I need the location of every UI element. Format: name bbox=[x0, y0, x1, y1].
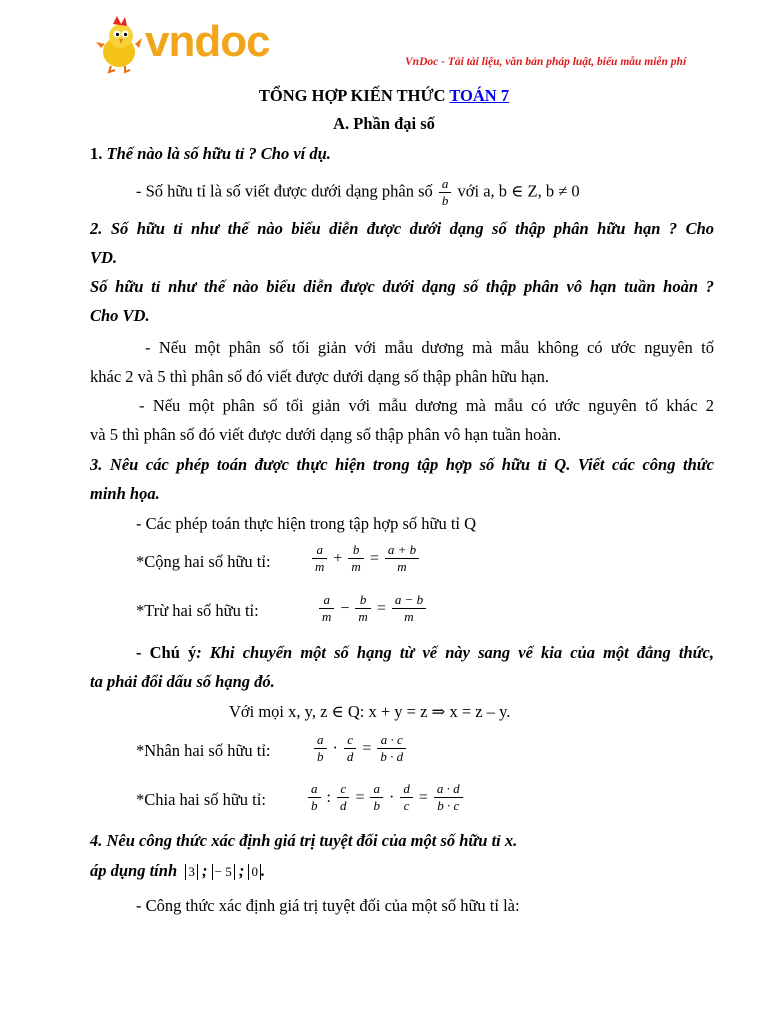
subtraction-formula: $\frac{a}{m}$ − $\frac{b}{m}$ = $\frac{a - b}{m}$ bbox=[317, 593, 428, 624]
question-2-line-1: 2. Số hữu tỉ như thế nào biểu diễn được dưới dạng số thập phân hữu hạn ? Cho bbox=[90, 219, 714, 238]
logo-wordmark: vndoc bbox=[145, 17, 270, 66]
note-line-2: ta phải đổi dấu số hạng đó. bbox=[90, 672, 275, 691]
abs-value-0: 0 bbox=[248, 864, 261, 880]
answer-4-intro: - Công thức xác định giá trị tuyệt đối của một số hữu tỉ là: bbox=[136, 896, 520, 915]
question-3-line-1: 3. Nêu các phép toán được thực hiện trong tập hợp số hữu tỉ Q. Viết các công thức bbox=[90, 455, 714, 474]
subtraction-label: *Trừ hai số hữu tỉ: bbox=[136, 601, 259, 620]
answer-condition: với a, b ∈ Z, b ≠ 0 bbox=[457, 181, 580, 201]
answer-1 bbox=[136, 177, 580, 208]
note-label: Chú ý bbox=[149, 643, 197, 662]
note-line-1: - Chú ý: Khi chuyển một số hạng từ vế này sang vế kia của một đẳng thức, bbox=[136, 643, 714, 662]
addition-label: *Cộng hai số hữu tỉ: bbox=[136, 552, 271, 571]
fraction-a-over-b: $\frac{a}{b}$ bbox=[439, 177, 452, 208]
question-2-line-2: VD. bbox=[90, 248, 118, 267]
site-tagline: VnDoc - Tải tài liệu, văn bản pháp luật, biểu mẫu miễn phí bbox=[405, 56, 687, 68]
answer-2-line-4: và 5 thì phân số đó viết được dưới dạng số thập phân vô hạn tuần hoàn. bbox=[90, 425, 562, 444]
title-link-toan7[interactable]: TOÁN 7 bbox=[449, 86, 510, 105]
answer-3-intro: - Các phép toán thực hiện trong tập hợp số hữu tỉ Q bbox=[136, 514, 477, 533]
question-3-line-2: minh họa. bbox=[90, 484, 160, 503]
vndoc-logo bbox=[95, 14, 310, 74]
question-number: 1. bbox=[90, 144, 107, 163]
question-1 bbox=[90, 144, 331, 164]
question-2-line-3: Số hữu tỉ như thế nào biểu diễn được dưới dạng số thập phân vô hạn tuần hoàn ? bbox=[90, 277, 714, 296]
note-text: : Khi chuyển một số hạng từ vế này sang vế kia của một đẳng thức, bbox=[196, 643, 714, 662]
page-title bbox=[0, 86, 768, 106]
chicken-mascot-icon bbox=[95, 14, 145, 74]
answer-text: - Số hữu tỉ là số viết được dưới dạng phân số bbox=[136, 181, 433, 201]
abs-value-3: 3 bbox=[185, 864, 198, 880]
question-2-line-4: Cho VD. bbox=[90, 306, 150, 325]
section-heading-algebra: A. Phần đại số bbox=[333, 114, 435, 133]
abs-value-minus-5: − 5 bbox=[212, 864, 235, 880]
question-4-line-2: áp dụng tính 3 ; − 5 ; 0 . bbox=[90, 861, 266, 880]
multiplication-label: *Nhân hai số hữu tỉ: bbox=[136, 741, 271, 760]
title-prefix: TỔNG HỢP KIẾN THỨC bbox=[258, 86, 450, 105]
answer-2-line-2: khác 2 và 5 thì phân số đó viết được dưới dạng số thập phân hữu hạn. bbox=[90, 367, 549, 386]
multiplication-formula: $\frac{a}{b}$ · $\frac{c}{d}$ = $\frac{a \cdot c}{b \cdot d}$ bbox=[312, 733, 408, 764]
division-formula: $\frac{a}{b}$ : $\frac{c}{d}$ = $\frac{a}{b}$ · $\frac{d}{c}$ = $\frac{a \cdot d}{b \cdot c}$ bbox=[306, 782, 465, 813]
answer-2-line-3: - Nếu một phân số tối giản với mẫu dương mà mẫu có ước nguyên tố khác 2 bbox=[139, 396, 714, 415]
transposition-rule: Với mọi x, y, z ∈ Q: x + y = z ⇒ x = z – y. bbox=[229, 702, 511, 721]
question-4-line-1: 4. Nêu công thức xác định giá trị tuyệt đối của một số hữu tỉ x. bbox=[90, 831, 518, 850]
question-text: Thế nào là số hữu tỉ ? Cho ví dụ. bbox=[106, 144, 331, 163]
addition-formula: $\frac{a}{m}$ + $\frac{b}{m}$ = $\frac{a + b}{m}$ bbox=[310, 543, 421, 574]
division-label: *Chia hai số hữu tỉ: bbox=[136, 790, 266, 809]
answer-2-line-1: - Nếu một phân số tối giản với mẫu dương mà mẫu không có ước nguyên tố bbox=[145, 338, 714, 357]
